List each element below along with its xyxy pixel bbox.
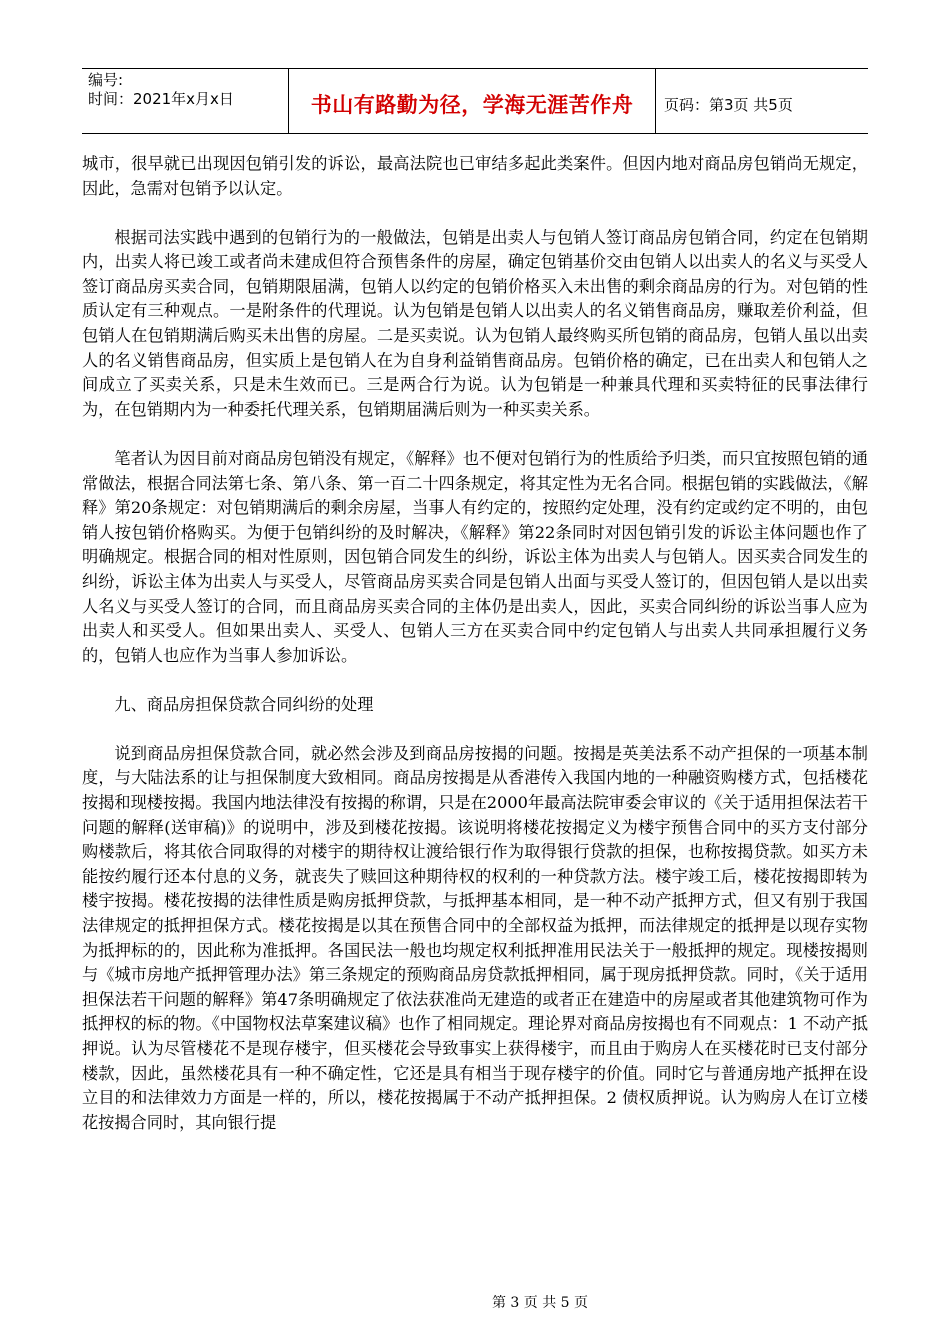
document-body [82, 152, 868, 1160]
paragraph: 城市，很早就已出现因包销引发的诉讼，最高法院也已审结多起此类案件。但因内地对商品房包销尚无规定，因此，急需对包销予以认定。 [82, 154, 868, 198]
header-page-info: 页码：第3页 共5页 [664, 95, 793, 114]
document-time-label: 时间：2021年x月x日 [88, 90, 234, 108]
header-meta [82, 69, 289, 133]
paragraph: 说到商品房担保贷款合同，就必然会涉及到商品房按揭的问题。按揭是英美法系不动产担保的一项基本制度，与大陆法系的让与担保制度大致相同。商品房按揭是从香港传入我国内地的一种融资购楼方式，包括楼花按揭和现楼按揭。我国内地法律没有按揭的称谓，只是在2000年最高法院审委会审议的《关于适用担保法若干问题的解释(送审稿)》的说明中，涉及到楼花按揭。该说明将楼花按揭定义为楼宇预售合同中的买方支付部分购楼款后，将其依合同取得的对楼宇的期待权让渡给银行作为取得银行贷款的担保，也称按揭贷款。如买方未能按约履行还本付息的义务，就丧失了赎回这种期待权的权利的一种贷款方法。楼宇竣工后，楼花按揭即转为楼宇按揭。楼花按揭的法律性质是购房抵押贷款，与抵押基本相同，是一种不动产抵押方式，但又有别于我国法律规定的抵押担保方式。楼花按揭是以其在预售合同中的全部权益为抵押，而法律规定的抵押是以现存实物为抵押标的的，因此称为准抵押。各国民法一般也均规定权利抵押准用民法关于一般抵押的规定。现楼按揭则与《城市房地产抵押管理办法》第三条规定的预购商品房贷款抵押相同，属于现房抵押贷款。同时，《关于适用担保法若干问题的解释》第47条明确规定了依法获准尚无建造的或者正在建造中的房屋或者其他建筑物可作为抵押权的标的物。《中国物权法草案建议稿》也作了相同规定。理论界对商品房按揭也有不同观点：1 不动产抵押说。认为尽管楼花不是现存楼宇，但买楼花会导致事实上获得楼宇，而且由于购房人在买楼花时已支付部分楼款，因此，虽然楼花具有一种不确定性，它还是具有相当于现存楼宇的价值。同时它与普通房地产抵押在设立目的和法律效力方面是一样的，所以，楼花按揭属于不动产抵押担保。2 债权质押说。认为购房人在订立楼花按揭合同时，其向银行提 [82, 743, 868, 1132]
page-footer: 第 3 页 共 5 页 [491, 1295, 589, 1311]
section-heading: 九、商品房担保贷款合同纠纷的处理 [114, 694, 374, 714]
paragraph: 根据司法实践中遇到的包销行为的一般做法，包销是出卖人与包销人签订商品房包销合同，约定在包销期内，出卖人将已竣工或者尚未建成但符合预售条件的房屋，确定包销基价交由包销人以出卖人的名义与买受人签订商品房买卖合同，包销期限届满，包销人以约定的包销价格买入未出售的剩余商品房的行为。对包销的性质认定有三种观点。一是附条件的代理说。认为包销是包销人以出卖人的名义销售商品房，赚取差价利益，但包销人在包销期满后购买未出售的房屋。二是买卖说。认为包销人最终购买所包销的商品房，包销人虽以出卖人的名义销售商品房，但实质上是包销人在为自身利益销售商品房。包销价格的确定，已在出卖人和包销人之间成立了买卖关系，只是未生效而已。三是两合行为说。认为包销是一种兼具代理和买卖特征的民事法律行为，在包销期内为一种委托代理关系，包销期届满后则为一种买卖关系。 [82, 227, 868, 419]
page-header [82, 68, 868, 134]
paragraph: 笔者认为因目前对商品房包销没有规定，《解释》也不便对包销行为的性质给予归类，而只宜按照包销的通常做法，根据合同法第七条、第八条、第一百二十四条规定，将其定性为无名合同。根据包销的实践做法，《解释》第20条规定：对包销期满后的剩余房屋，当事人有约定的，按照约定处理，没有约定或约定不明的，由包销人按包销价格购买。为便于包销纠纷的及时解决，《解释》第22条同时对因包销引发的诉讼主体问题也作了明确规定。根据合同的相对性原则，因包销合同发生的纠纷，诉讼主体为出卖人与包销人。因买卖合同发生的纠纷，诉讼主体为出卖人与买受人，尽管商品房买卖合同是包销人出面与买受人签订的，但因包销人是以出卖人名义与买受人签订的合同，而且商品房买卖合同的主体仍是出卖人，因此，买卖合同纠纷的诉讼当事人应为出卖人和买受人。但如果出卖人、买受人、包销人三方在买卖合同中约定包销人与出卖人共同承担履行义务的，包销人也应作为当事人参加诉讼。 [82, 448, 868, 665]
document-number-label: 编号: [88, 71, 124, 89]
header-motto: 书山有路勤为径，学海无涯苦作舟 [289, 69, 656, 133]
